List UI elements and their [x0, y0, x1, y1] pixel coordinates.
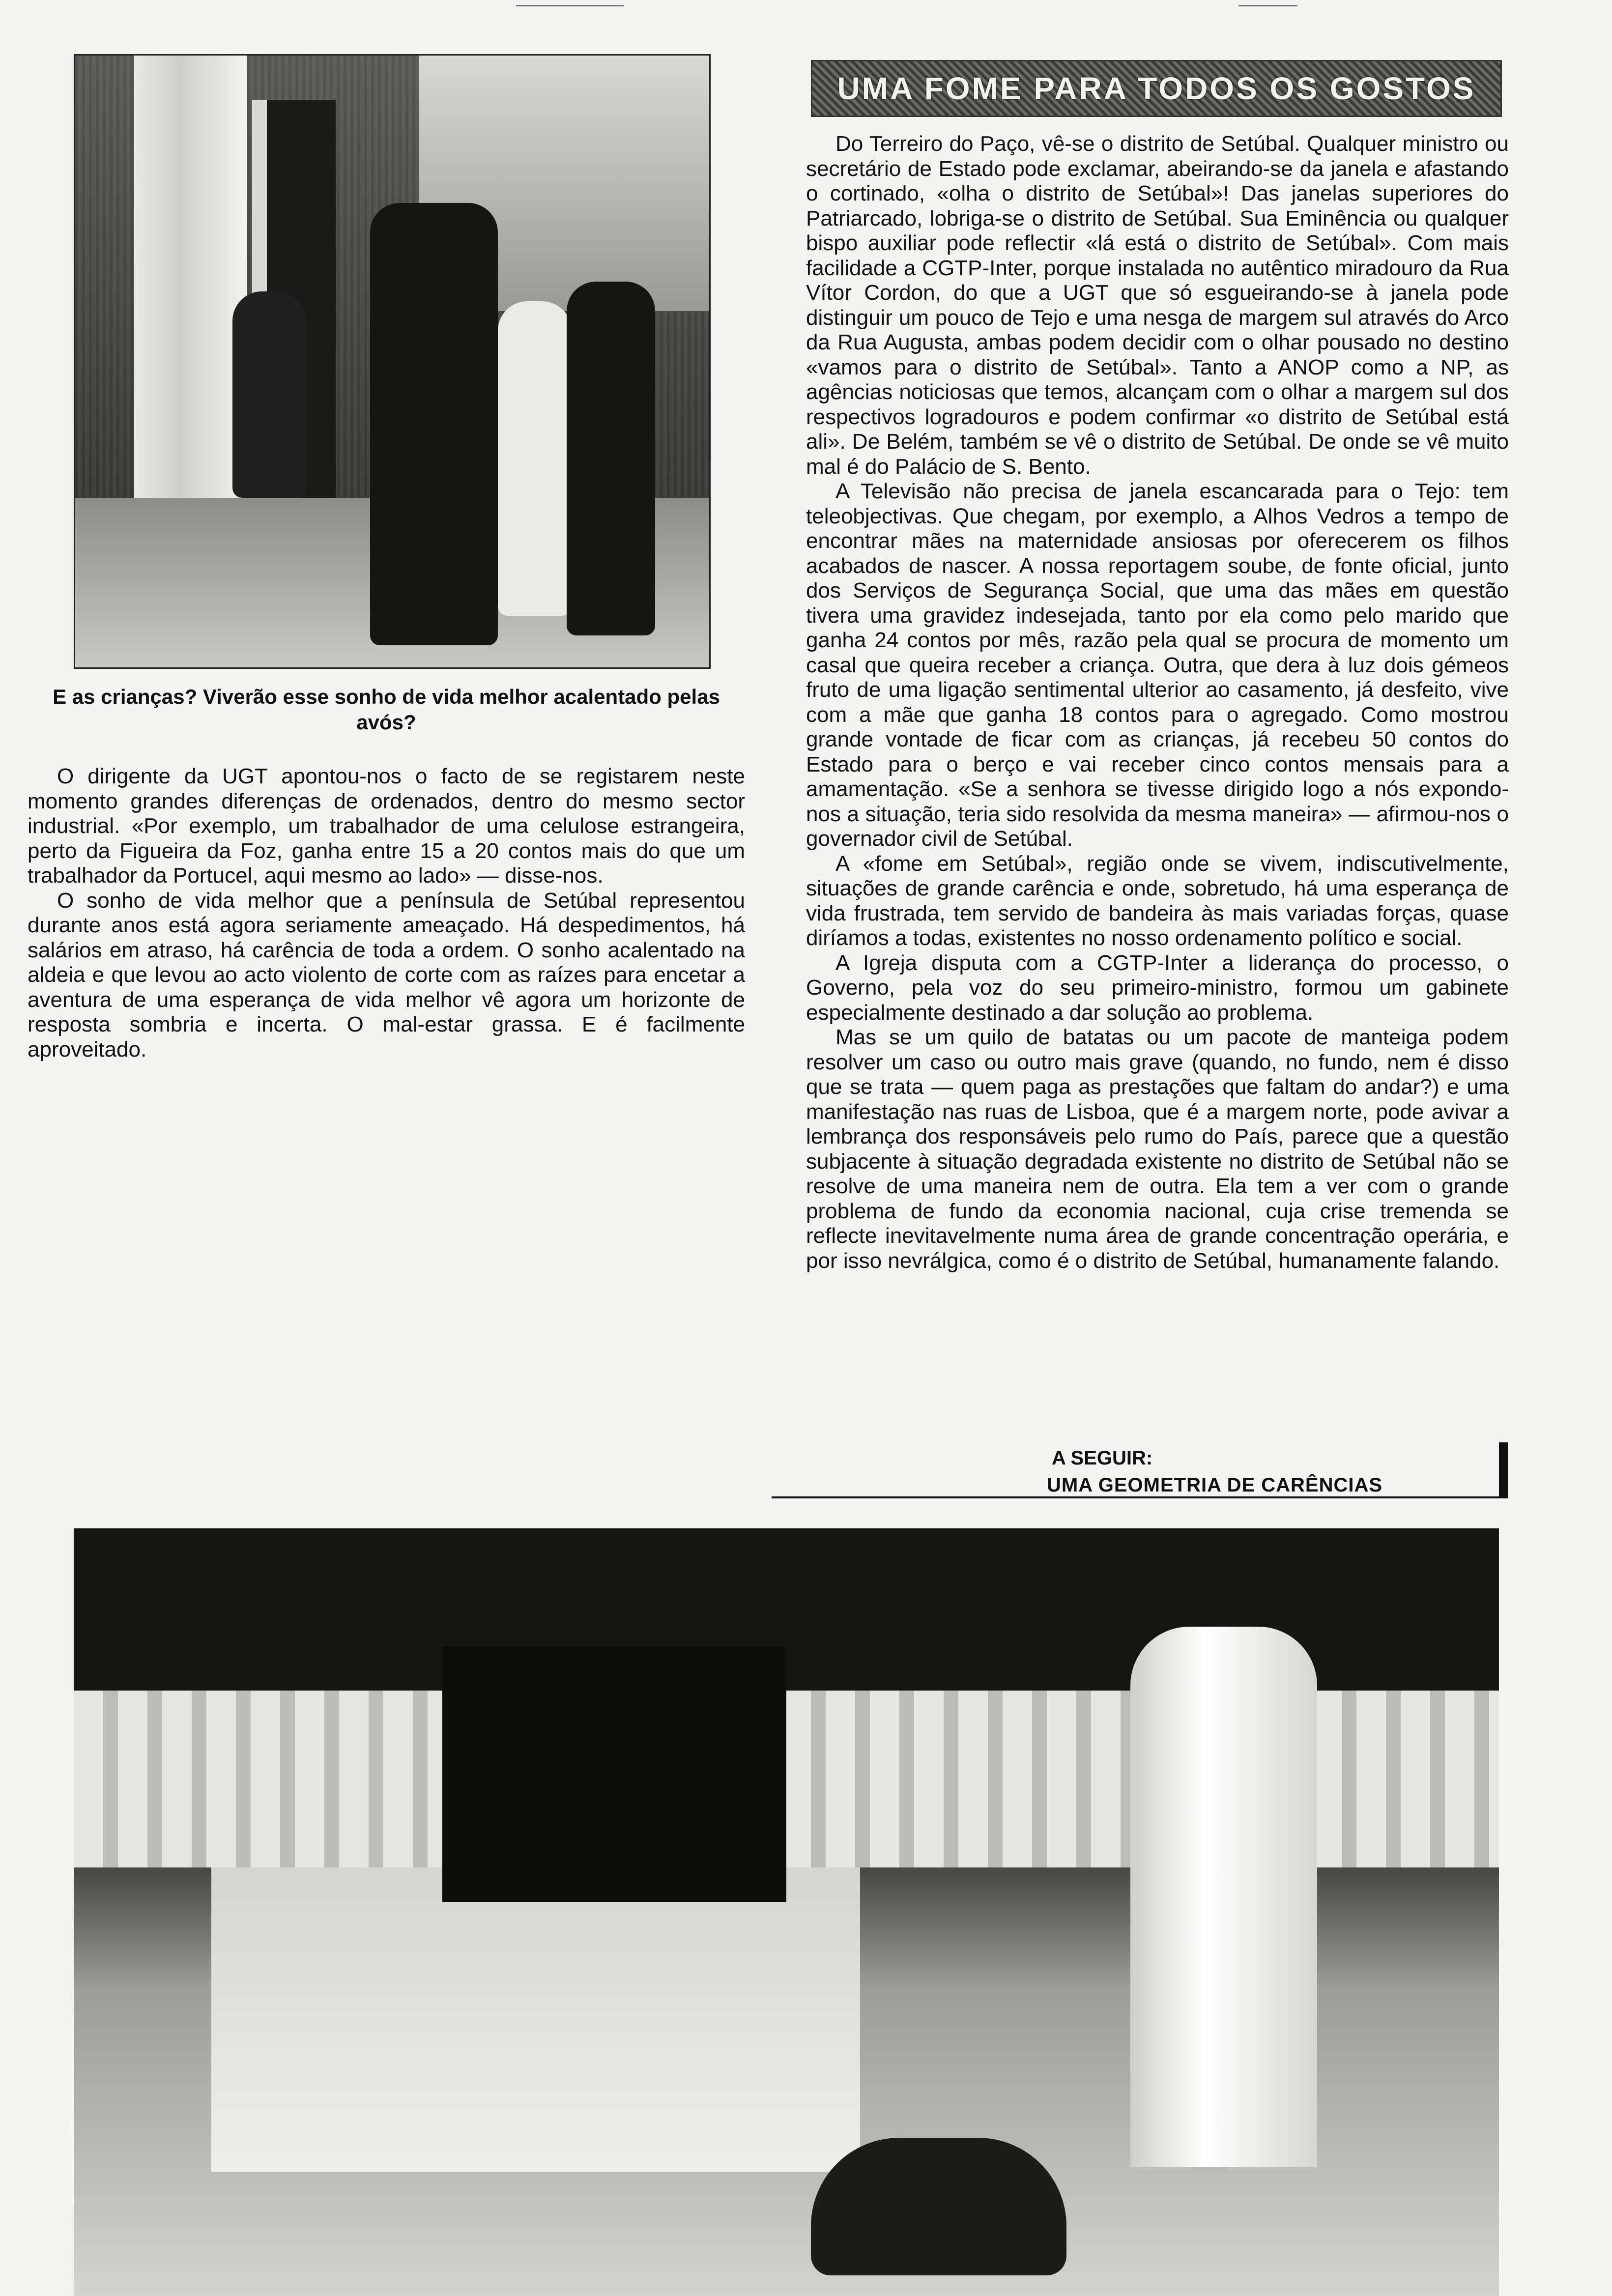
photo-women-and-children	[74, 54, 711, 669]
paragraph: O dirigente da UGT apontou-nos o facto de se registarem neste momento grandes diferenças de ordenados, dentro do mesmo sector industrial. «Por exemplo, um trabalhador de uma celulose estrangeira, perto da Figueira da Foz, ganha entre 15 a 20 contos mais do que um trabalhador da Portucel, aqui mesmo ao lado» — disse-nos.	[28, 764, 745, 888]
paragraph: A Igreja disputa com a CGTP-Inter a liderança do processo, o Governo, pela voz do seu primeiro-ministro, formou um gabinete especialmente destinado a dar solução ao problema.	[806, 950, 1509, 1025]
paragraph: A «fome em Setúbal», região onde se vivem, indiscutivelmente, situações de grande carência e onde, sobretudo, há uma esperança de vida frustrada, tem servido de bandeira às mais variadas forças, quase diríamos a todas, existentes no nosso ordenamento político e social.	[806, 851, 1509, 950]
headline-text: UMA FOME PARA TODOS OS GOSTOS	[837, 71, 1476, 106]
photo-street-wall	[74, 1528, 1499, 2296]
article-headline	[811, 60, 1502, 117]
paragraph: A Televisão não precisa de janela escancarada para o Tejo: tem teleobjectivas. Que chegam, por exemplo, a Alhos Vedros a tempo de encontrar mães na maternidade ansiosas por oferecerem os filhos acabados de nascer. A nossa reportagem soube, de fonte oficial, junto dos Serviços de Segurança Social, que uma das mães em questão tivera uma gravidez indesejada, tanto por ela como pelo marido que ganha 24 contos por mês, razão pela qual se procura de momento um casal que queira receber a criança. Outra, que dera à luz dois gémeos fruto de uma ligação sentimental ulterior ao casamento, já desfeito, vive com a mãe que ganha 18 contos para o agregado. Como mostrou grande vontade de ficar com as crianças, já recebeu 50 contos do Estado para o berço e vai receber cinco contos mensais para a amamentação. «Se a senhora se tivesse dirigido logo a nós expondo-nos a situação, teria sido resolvida da mesma maneira» — afirmou-nos o governador civil de Setúbal.	[806, 479, 1509, 851]
top-rule-right	[1238, 5, 1297, 6]
next-article-title: UMA GEOMETRIA DE CARÊNCIAS	[1047, 1474, 1383, 1496]
top-rule	[516, 5, 624, 6]
paragraph: O sonho de vida melhor que a península de Setúbal representou durante anos está agora seriamente ameaçado. Há despedimentos, há salários em atraso, há carência de toda a ordem. O sonho acalentado na aldeia e que levou ao acto violento de corte com as raízes para encetar a aventura de uma esperança de vida melhor vê agora um horizonte de resposta sombria e incerta. O mal-estar grassa. E é facilmente aproveitado.	[28, 888, 745, 1062]
photo-caption: E as crianças? Viverão esse sonho de vida melhor acalentado pelas avós?	[53, 685, 720, 734]
paragraph: Do Terreiro do Paço, vê-se o distrito de Setúbal. Qualquer ministro ou secretário de Estado pode exclamar, abeirando-se da janela e afastando o cortinado, «olha o distrito de Setúbal»! Das janelas superiores do Patriarcado, lobriga-se o distrito de Setúbal. Sua Eminência ou qualquer bispo auxiliar pode reflectir «lá está o distrito de Setúbal». Com mais facilidade a CGTP-Inter, porque instalada no autêntico miradouro da Rua Vítor Cordon, do que a UGT que só esgueirando-se à janela pode distinguir um pouco de Tejo e uma nesga de margem sul através do Arco da Rua Augusta, ambas podem decidir com o olhar pousado no destino «vamos para o distrito de Setúbal». Tanto a ANOP como a NP, as agências noticiosas que temos, alcançam com o olhar a margem sul dos respectivos logradouros e podem confirmar «o distrito de Setúbal está ali». De Belém, também se vê o distrito de Setúbal. De onde se vê muito mal é do Palácio de S. Bento.	[806, 132, 1509, 479]
next-article-label: A SEGUIR:	[1052, 1447, 1153, 1469]
left-column-text	[28, 764, 745, 1062]
right-column-text	[806, 132, 1509, 1273]
paragraph: Mas se um quilo de batatas ou um pacote de manteiga podem resolver um caso ou outro mais grave (quando, no fundo, nem é disso que se trata — quem paga as prestações que faltam do andar?) e uma manifestação nas ruas de Lisboa, que é a margem norte, pode avivar a lembrança dos responsáveis pelo rumo do País, parece que a questão subjacente à situação degradada existente no distrito de Setúbal não se resolve de uma maneira nem de outra. Ela tem a ver com o grande problema de fundo da economia nacional, cuja crise tremenda se reflecte inevitavelmente numa área de grande concentração operária, e por isso nevrálgica, como é o distrito de Setúbal, humanamente falando.	[806, 1025, 1509, 1273]
